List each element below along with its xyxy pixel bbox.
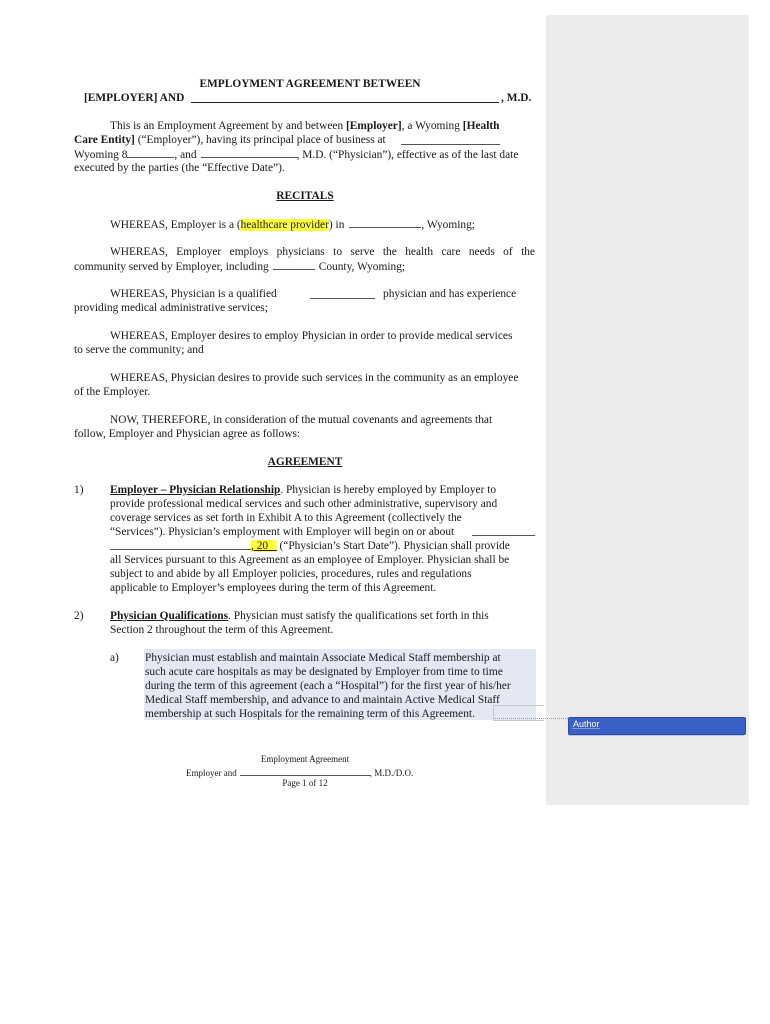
start-date-blank-2[interactable] [110,549,251,550]
now-therefore-l1: NOW, THEREFORE, in consideration of the mutual covenants and agreements that [110,414,493,426]
recitals-heading: RECITALS [276,190,334,202]
comment-connector [495,718,568,720]
highlighted-year: , 20 [251,540,269,552]
whereas-5-l2: of the Employer. [74,386,151,398]
section-2-l1: Physician Qualifications. Physician must satisfy the qualifications set forth in this [110,610,489,622]
section-1-number: 1) [74,484,84,496]
section-1-l5: , 20 (“Physician’s Start Date”). Physician shall provide [251,540,510,552]
whereas-1: WHEREAS, Employer is a (healthcare provider) in , Wyoming; [110,219,475,231]
intro-line3: Wyoming 8 , and , M.D. (“Physician”), effective as of the last date [74,149,519,161]
physician-name-blank[interactable] [191,102,499,103]
highlighted-text: healthcare provider [240,219,329,231]
whereas-5-l1: WHEREAS, Physician desires to provide such services in the community as an employee [110,372,519,384]
specialty-blank[interactable] [310,298,375,299]
section-2-heading: Physician Qualifications [110,610,229,622]
section-2a-number: a) [110,652,119,664]
whereas-3-l1a: WHEREAS, Physician is a qualified [110,288,277,300]
comment-author: Author [573,719,600,729]
footer-title: Employment Agreement [260,754,350,764]
footer-line2: Employer and , M.D./D.O. [186,768,414,778]
section-1-l1: Employer – Physician Relationship. Physician is hereby employed by Employer to [110,484,497,496]
whereas-2-l1: WHEREAS, Employer employs physicians to serve the health care needs of the [110,246,535,258]
page-number: Page 1 of 12 [282,778,328,788]
whereas-2-l2: community served by Employer, including County, Wyoming; [74,261,406,273]
whereas-4-l1: WHEREAS, Employer desires to employ Physician in order to provide medical services [110,330,513,342]
intro-line4: executed by the parties (the “Effective Date”). [74,162,285,174]
agreement-heading: AGREEMENT [267,456,343,468]
whereas-3-l1b: physician and has experience [383,288,517,300]
comment-pane [546,15,749,805]
comment-balloon-body[interactable] [568,733,744,736]
section-1-heading: Employer – Physician Relationship [110,484,281,496]
whereas-4-l2: to serve the community; and [74,344,204,356]
title-line2: [EMPLOYER] AND [84,92,185,104]
now-therefore-l2: follow, Employer and Physician agree as follows: [74,428,301,440]
intro-line1: This is an Employment Agreement by and between [Employer], a Wyoming [Health [110,120,500,132]
document-title: EMPLOYMENT AGREEMENT BETWEEN [199,78,421,90]
whereas-3-l2: providing medical administrative services; [74,302,268,314]
address-blank[interactable] [401,144,500,145]
start-date-blank-1[interactable] [472,535,535,536]
section-2-number: 2) [74,610,84,622]
intro-line2: Care Entity] (“Employer”), having its principal place of business at [74,134,386,146]
